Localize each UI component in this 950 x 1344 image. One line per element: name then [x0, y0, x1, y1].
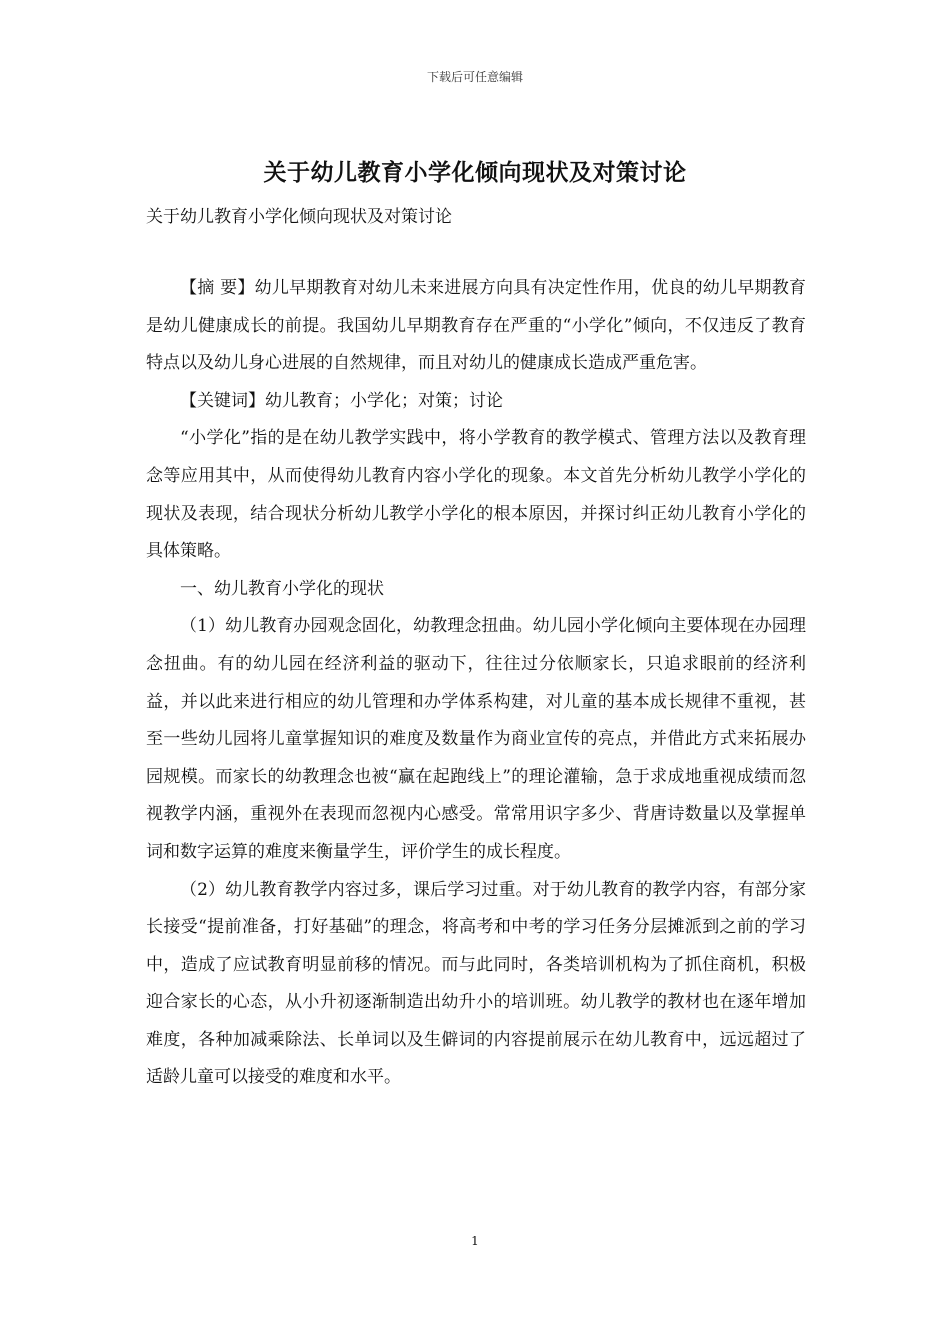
body-paragraph: （1）幼儿教育办园观念固化，幼教理念扭曲。幼儿园小学化倾向主要体现在办园理念扭曲。有的幼儿园在经济利益的驱动下，往往过分依顺家长，只追求眼前的经济利益，并以此来进行相应的幼儿管理和办学体系构建，对儿童的基本成长规律不重视，甚至一些幼儿园将儿童掌握知识的难度及数量作为商业宣传的亮点，并借此方式来拓展办园规模。而家长的幼教理念也被“赢在起跑线上”的理论灌输，急于求成地重视成绩而忽视教学内涵，重视外在表现而忽视内心感受。常常用识字多少、背唐诗数量以及掌握单词和数字运算的难度来衡量学生，评价学生的成长程度。: [146, 616, 806, 862]
abstract-paragraph: 【摘 要】幼儿早期教育对幼儿未来进展方向具有决定性作用，优良的幼儿早期教育是幼儿健康成长的前提。我国幼儿早期教育存在严重的“小学化”倾向，不仅违反了教育特点以及幼儿身心进展的自然规律，而且对幼儿的健康成长造成严重危害。: [146, 278, 806, 374]
document-subtitle: 关于幼儿教育小学化倾向现状及对策讨论: [146, 207, 452, 227]
page-number: 1: [471, 1234, 479, 1248]
body-paragraph: （2）幼儿教育教学内容过多，课后学习过重。对于幼儿教育的教学内容，有部分家长接受“提前准备，打好基础”的理念，将高考和中考的学习任务分层摊派到之前的学习中，造成了应试教育明显前移的情况。而与此同时，各类培训机构为了抓住商机，积极迎合家长的心态，从小升初逐渐制造出幼升小的培训班。幼儿教学的教材也在逐年增加难度，各种加减乘除法、长单词以及生僻词的内容提前展示在幼儿教育中，远远超过了适龄儿童可以接受的难度和水平。: [146, 879, 806, 1088]
intro-paragraph: “小学化”指的是在幼儿教学实践中，将小学教育的教学模式、管理方法以及教育理念等应用其中，从而使得幼儿教育内容小学化的现象。本文首先分析幼儿教学小学化的现状及表现，结合现状分析幼儿教学小学化的根本原因，并探讨纠正幼儿教育小学化的具体策略。: [146, 428, 806, 562]
keywords-paragraph: 【关键词】幼儿教育；小学化；对策；讨论: [180, 390, 503, 411]
document-title: 关于幼儿教育小学化倾向现状及对策讨论: [263, 159, 687, 186]
header-note: 下载后可任意编辑: [426, 70, 523, 84]
section-heading: 一、幼儿教育小学化的现状: [180, 578, 384, 599]
document-body: [146, 270, 806, 1097]
